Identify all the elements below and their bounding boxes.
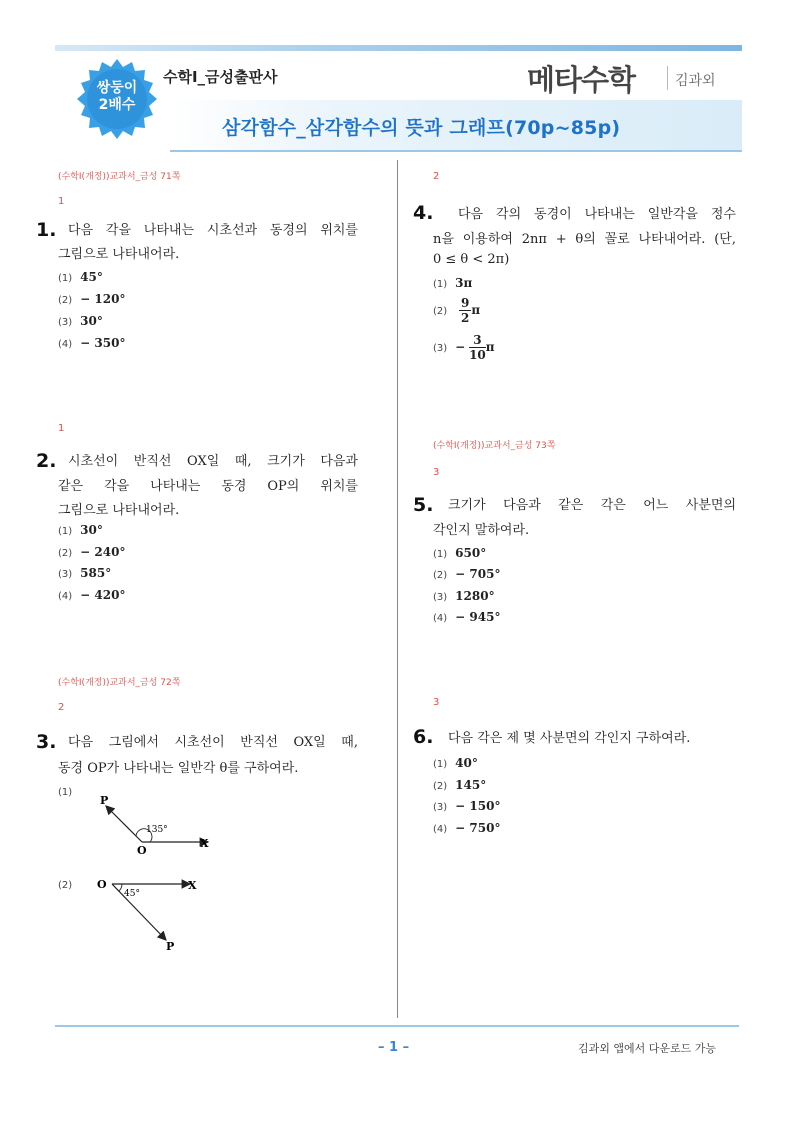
choice-number: (4) — [58, 591, 73, 602]
angle-figure-1 — [90, 788, 220, 858]
choice-item — [433, 546, 486, 560]
choice-number: (4) — [433, 824, 448, 835]
difficulty-label: 1 — [58, 423, 65, 434]
question-number: 5. — [413, 494, 434, 516]
question-text: 다음 그림에서 시초선이 반직선 OX일 때, — [68, 735, 358, 750]
question-number: 1. — [36, 219, 57, 241]
choice-item — [58, 588, 125, 602]
point-x-label: X — [188, 879, 197, 892]
choice-item — [433, 821, 500, 835]
badge-line-1: 쌍둥이 — [96, 80, 138, 96]
choice-value: 3π — [455, 276, 473, 290]
badge-line-2: 2배수 — [98, 97, 136, 113]
source-label: (수학I(개정))교과서_금성 72쪽 — [58, 678, 181, 688]
choice-item — [58, 292, 125, 306]
difficulty-label: 3 — [433, 697, 440, 708]
page-number: – 1 – — [378, 1040, 410, 1055]
question-text: 동경 OP가 나타내는 일반각 θ를 구하여라. — [58, 761, 299, 776]
choice-value: 45° — [80, 270, 103, 284]
source-label: (수학I(개정))교과서_금성 73쪽 — [433, 441, 556, 451]
choice-number: (2) — [433, 781, 448, 792]
choice-item — [433, 778, 486, 792]
question-text: 크기가 다음과 같은 각은 어느 사분면의 — [448, 498, 736, 513]
choice-number: (3) — [58, 569, 73, 580]
choice-item — [433, 756, 478, 770]
choice-number: (2) — [433, 570, 448, 581]
choice-value: 1280° — [455, 589, 495, 603]
fraction — [469, 333, 486, 362]
choice-number: (4) — [433, 613, 448, 624]
point-o-label: O — [137, 844, 147, 857]
choice-suffix: π — [471, 303, 481, 317]
partner-logo: 김과외 — [675, 73, 716, 89]
choice-value: 30° — [80, 523, 103, 537]
choice-item — [433, 799, 500, 813]
choice-item — [433, 610, 500, 624]
choice-value: − 240° — [80, 545, 126, 559]
question-text: 같은 각을 나타내는 동경 OP의 위치를 — [58, 479, 358, 494]
difficulty-label: 2 — [58, 702, 65, 713]
difficulty-label: 2 — [433, 171, 440, 182]
brand-separator — [667, 66, 668, 90]
choice-item — [433, 276, 472, 290]
badge-label — [76, 80, 158, 114]
choice-number: (4) — [58, 339, 73, 350]
question-text: 각인지 말하여라. — [433, 523, 530, 538]
question-text: 다음 각은 제 몇 사분면의 각인지 구하여라. — [448, 731, 691, 746]
footer-line — [55, 1025, 739, 1027]
question-number: 3. — [36, 731, 57, 753]
choice-value: − 120° — [80, 292, 126, 306]
fraction — [459, 296, 471, 325]
choice-number: (1) — [433, 279, 448, 290]
choice-number: (1) — [58, 526, 73, 537]
header-top-bar — [55, 45, 742, 51]
choice-value: 650° — [455, 546, 487, 560]
choice-number: (2) — [433, 306, 448, 317]
fraction-numerator: 3 — [469, 333, 486, 348]
choice-value: − 350° — [80, 336, 126, 350]
choice-number: (3) — [433, 802, 448, 813]
choice-value: − 705° — [455, 567, 501, 581]
choice-item — [58, 545, 125, 559]
angle-label: 45° — [124, 889, 140, 899]
figure-number: (2) — [58, 880, 73, 891]
choice-item — [433, 567, 500, 581]
point-p-label: P — [166, 940, 175, 953]
question-text: 0 ≤ θ < 2π) — [433, 252, 510, 267]
angle-figure-2 — [94, 872, 224, 956]
choice-value: − 750° — [455, 821, 501, 835]
choice-number: (3) — [433, 592, 448, 603]
source-label: (수학I(개정))교과서_금성 71쪽 — [58, 172, 181, 182]
page-title: 삼각함수_삼각함수의 뜻과 그래프(70p~85p) — [222, 117, 621, 139]
course-name: 수학Ⅰ_금성출판사 — [163, 68, 278, 86]
choice-value: 30° — [80, 314, 103, 328]
question-text: 그림으로 나타내어라. — [58, 247, 180, 262]
question-text: n을 이용하여 2nπ + θ의 꼴로 나타내어라. (단, — [433, 232, 736, 247]
choice-number: (3) — [58, 317, 73, 328]
brand-logo: 메타수학 — [527, 63, 636, 97]
choice-value: − 420° — [80, 588, 126, 602]
choice-item — [58, 566, 111, 580]
question-number: 2. — [36, 450, 57, 472]
choice-value: 585° — [80, 566, 112, 580]
question-text: 시초선이 반직선 OX일 때, 크기가 다음과 — [68, 454, 358, 469]
choice-number: (3) — [433, 343, 448, 354]
point-o-label: O — [97, 878, 107, 891]
choice-number: (1) — [433, 549, 448, 560]
question-number: 4. — [413, 202, 434, 224]
point-p-label: P — [100, 794, 109, 807]
choice-item — [433, 296, 480, 325]
choice-item — [58, 523, 103, 537]
choice-item — [58, 336, 125, 350]
title-banner-underline — [170, 150, 742, 152]
question-text: 그림으로 나타내어라. — [58, 503, 180, 518]
choice-number: (1) — [433, 759, 448, 770]
choice-number: (2) — [58, 548, 73, 559]
fraction-denominator: 2 — [461, 311, 470, 325]
choice-item — [433, 333, 495, 362]
choice-sign: − — [455, 340, 466, 354]
difficulty-label: 1 — [58, 196, 65, 207]
choice-value: − 945° — [455, 610, 501, 624]
choice-item — [433, 589, 495, 603]
choice-number: (2) — [58, 295, 73, 306]
choice-suffix: π — [485, 340, 495, 354]
choice-number: (1) — [58, 273, 73, 284]
fraction-denominator: 10 — [469, 348, 486, 362]
angle-label: 135° — [146, 825, 168, 835]
choice-value: 40° — [455, 756, 478, 770]
question-text: 다음 각의 동경이 나타내는 일반각을 정수 — [458, 207, 736, 222]
question-text: 다음 각을 나타내는 시초선과 동경의 위치를 — [68, 223, 358, 238]
choice-value: − 150° — [455, 799, 501, 813]
point-x-label: X — [200, 837, 209, 850]
choice-item — [58, 314, 103, 328]
choice-item — [58, 270, 103, 284]
footer-note: 김과외 앱에서 다운로드 가능 — [578, 1042, 717, 1055]
fraction-numerator: 9 — [461, 296, 470, 310]
question-number: 6. — [413, 726, 434, 748]
difficulty-label: 3 — [433, 467, 440, 478]
column-divider — [397, 160, 398, 1018]
choice-value: 145° — [455, 778, 487, 792]
figure-number: (1) — [58, 787, 73, 798]
